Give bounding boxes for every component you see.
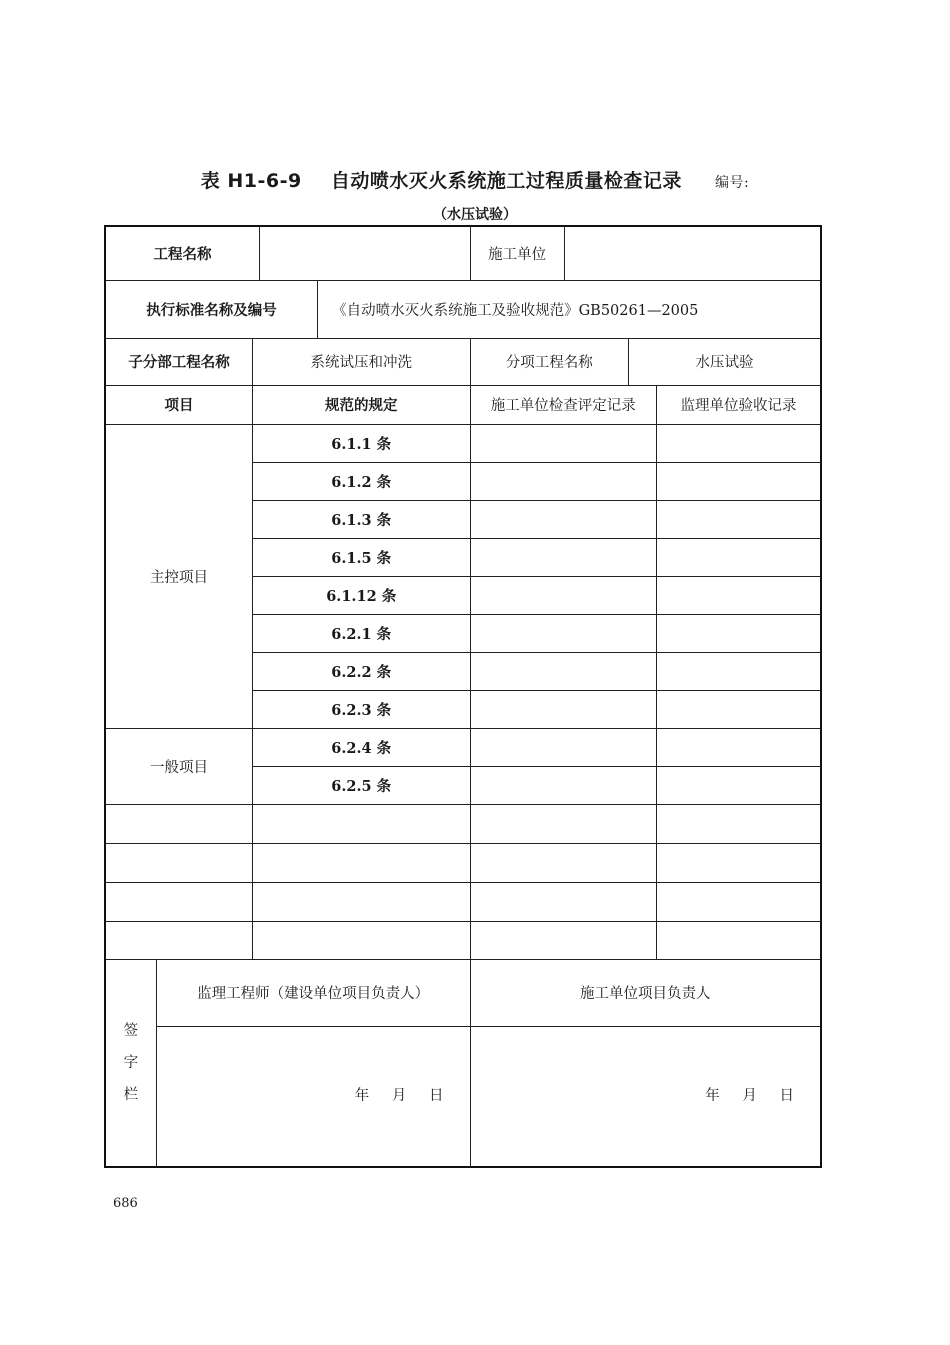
blank-cell[interactable] [657,882,822,921]
supervisor-accept-cell[interactable] [657,728,822,766]
form-subtitle: （水压试验） [433,207,517,223]
blank-cell[interactable] [105,843,252,882]
clause-cell: 6.1.2 条 [252,462,470,500]
table-row [105,424,821,462]
supervisor-accept-cell[interactable] [657,424,822,462]
clause-cell: 6.1.5 条 [252,538,470,576]
contractor-check-cell[interactable] [470,538,656,576]
contractor-check-cell[interactable] [470,652,656,690]
standard-label: 执行标准名称及编号 [105,280,318,338]
supervisor-accept-cell[interactable] [657,500,822,538]
supervisor-accept-cell[interactable] [657,576,822,614]
supervisor-signature-label: 监理工程师（建设单位项目负责人） [156,959,470,1026]
blank-cell[interactable] [470,843,656,882]
clause-cell: 6.2.4 条 [252,728,470,766]
clause-cell: 6.1.12 条 [252,576,470,614]
blank-cell[interactable] [470,882,656,921]
blank-row [105,804,821,843]
clause-cell: 6.2.3 条 [252,690,470,728]
project-name-label: 工程名称 [105,226,259,280]
form-name: 自动喷水灭火系统施工过程质量检查记录 [330,170,682,192]
contractor-signature-label: 施工单位项目负责人 [470,959,821,1026]
row-standard [105,280,821,338]
inspection-table [104,225,822,1168]
sub-division-label: 子分部工程名称 [105,338,252,385]
signature-char: 栏 [123,1086,139,1103]
contractor-check-cell[interactable] [470,576,656,614]
sub-item-value: 水压试验 [628,338,821,385]
col-header-supervisor-accept: 监理单位验收记录 [657,385,822,424]
blank-cell[interactable] [252,882,470,921]
contractor-check-cell[interactable] [470,462,656,500]
construction-unit-label: 施工单位 [470,226,564,280]
blank-cell[interactable] [470,921,656,959]
blank-cell[interactable] [105,804,252,843]
clause-cell: 6.2.5 条 [252,766,470,804]
contractor-check-cell[interactable] [470,690,656,728]
standard-value: 《自动喷水灭火系统施工及验收规范》GB50261—2005 [318,280,821,338]
blank-cell[interactable] [252,843,470,882]
contractor-date: 年 月 日 [705,1087,794,1104]
blank-row [105,843,821,882]
group-main-control: 主控项目 [105,424,252,728]
blank-row [105,882,821,921]
contractor-check-cell[interactable] [470,424,656,462]
col-header-spec: 规范的规定 [252,385,470,424]
blank-cell[interactable] [657,843,822,882]
blank-cell[interactable] [470,804,656,843]
clause-cell: 6.1.1 条 [252,424,470,462]
signature-header-row [105,959,821,1026]
table-row [105,728,821,766]
supervisor-date: 年 月 日 [354,1087,444,1104]
construction-unit-field[interactable] [564,226,821,280]
table-id: 表 H1-6-9 [200,170,302,192]
project-name-field[interactable] [259,226,470,280]
supervisor-accept-cell[interactable] [657,462,822,500]
contractor-check-cell[interactable] [470,728,656,766]
clause-cell: 6.2.1 条 [252,614,470,652]
blank-cell[interactable] [105,921,252,959]
group-general: 一般项目 [105,728,252,804]
signature-row [105,1026,821,1167]
signature-char: 签 [123,1022,139,1039]
blank-cell[interactable] [105,882,252,921]
contractor-check-cell[interactable] [470,500,656,538]
col-header-contractor-check: 施工单位检查评定记录 [470,385,656,424]
page-number: 686 [113,1196,138,1211]
row-sub-division [105,338,821,385]
supervisor-accept-cell[interactable] [657,538,822,576]
blank-cell[interactable] [657,921,822,959]
sub-item-label: 分项工程名称 [470,338,628,385]
blank-row [105,921,821,959]
supervisor-accept-cell[interactable] [657,652,822,690]
supervisor-accept-cell[interactable] [657,766,822,804]
form-title [0,166,950,193]
blank-cell[interactable] [657,804,822,843]
row-column-headers [105,385,821,424]
signature-section-label [105,959,156,1167]
supervisor-accept-cell[interactable] [657,690,822,728]
blank-cell[interactable] [252,921,470,959]
col-header-item: 项目 [105,385,252,424]
contractor-signature-area[interactable] [470,1026,821,1167]
blank-cell[interactable] [252,804,470,843]
row-project-name [105,226,821,280]
contractor-check-cell[interactable] [470,766,656,804]
clause-cell: 6.1.3 条 [252,500,470,538]
supervisor-signature-area[interactable] [156,1026,470,1167]
clause-cell: 6.2.2 条 [252,652,470,690]
serial-label: 编号: [715,175,750,191]
signature-char: 字 [123,1054,139,1071]
supervisor-accept-cell[interactable] [657,614,822,652]
contractor-check-cell[interactable] [470,614,656,652]
sub-division-value: 系统试压和冲洗 [252,338,470,385]
